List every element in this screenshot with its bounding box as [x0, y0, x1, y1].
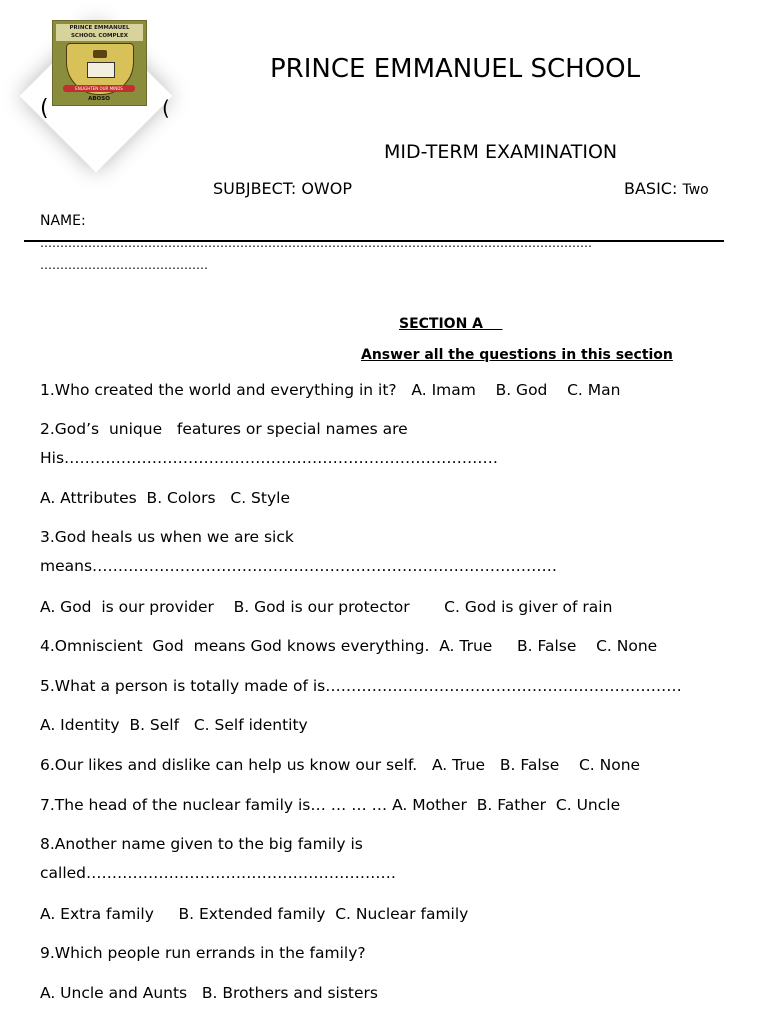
basic-level: [624, 179, 709, 198]
exam-title: MID-TERM EXAMINATION: [384, 141, 618, 163]
crest-motto: ENLIGHTEN OUR MINDS: [63, 85, 135, 92]
question-line: 6.Our likes and dislike can help us know our self. A. True B. False C. None: [40, 756, 641, 774]
question-line: 3.God heals us when we are sick: [40, 528, 294, 546]
answer-blank-line: His…………………………………………………………………………: [40, 449, 499, 467]
options-line: A. Uncle and Aunts B. Brothers and sisters: [40, 984, 378, 1002]
stray-mark: (: [162, 96, 170, 120]
crest-bottom-text: ABOSO: [88, 96, 110, 102]
name-fill-dots: …………………………………………………………………………………………………………………………: [40, 236, 592, 250]
name-label: NAME:: [40, 213, 86, 229]
question-line: 9.Which people run errands in the family?: [40, 944, 366, 962]
school-crest-logo: [52, 20, 147, 106]
options-line: A. Extra family B. Extended family C. Nuclear family: [40, 905, 469, 923]
question-line: 4.Omniscient God means God knows everything. A. True B. False C. None: [40, 637, 658, 655]
crown-icon: [93, 50, 107, 58]
name-fill-dots: ……………………………………: [40, 258, 208, 272]
basic-label: BASIC:: [624, 179, 678, 198]
basic-value: Two: [682, 182, 709, 198]
question-line: 7.The head of the nuclear family is… … … … A. Mother B. Father C. Uncle: [40, 796, 621, 814]
answer-blank-line: called……………………………………………………: [40, 864, 397, 882]
question-line: 1.Who created the world and everything in it? A. Imam B. God C. Man: [40, 381, 621, 399]
answer-blank-line: means………………………………………………………………………………: [40, 557, 558, 575]
options-line: A. Attributes B. Colors C. Style: [40, 489, 290, 507]
question-line: 2.God’s unique features or special names are: [40, 420, 408, 438]
section-title: SECTION A: [399, 316, 503, 332]
options-line: A. Identity B. Self C. Self identity: [40, 716, 308, 734]
crest-top-text: PRINCE EMMANUEL SCHOOL COMPLEX: [56, 24, 143, 41]
school-name: PRINCE EMMANUEL SCHOOL: [270, 54, 641, 84]
book-icon: [87, 62, 115, 78]
options-line: A. God is our provider B. God is our protector C. God is giver of rain: [40, 598, 613, 616]
question-line: 5.What a person is totally made of is……………………………………………………………: [40, 677, 682, 695]
stray-mark: (: [40, 96, 49, 121]
section-instruction: Answer all the questions in this section: [361, 347, 673, 363]
question-line: 8.Another name given to the big family is: [40, 835, 363, 853]
subject-label: SUBJBECT: OWOP: [213, 179, 352, 198]
